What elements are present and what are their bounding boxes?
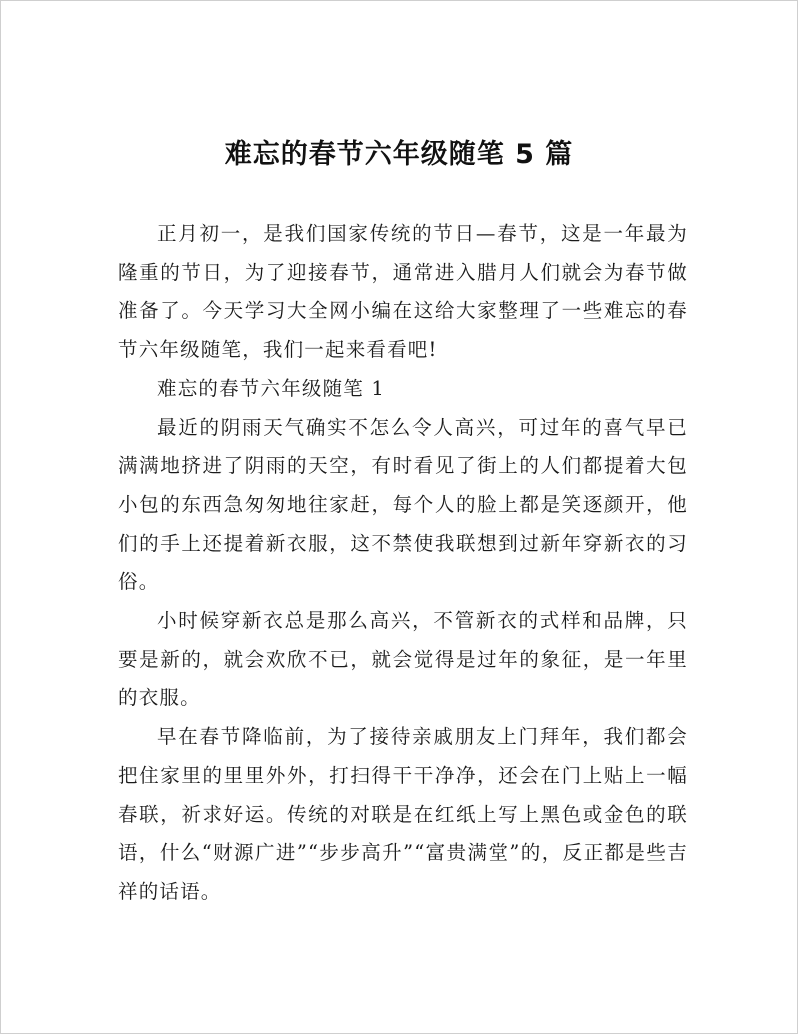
body-paragraph-3: 早在春节降临前，为了接待亲戚朋友上门拜年，我们都会把住家里的里里外外，打扫得干干净净，还会在门上贴上一幅春联，祈求好运。传统的对联是在红纸上写上黑色或金色的联语，什么“财源广进”“步步高升”“富贵满堂”的，反正都是些吉祥的话语。: [118, 725, 688, 903]
document-title: 难忘的春节六年级随笔 5 篇: [224, 139, 574, 170]
body-paragraph-2: 小时候穿新衣总是那么高兴，不管新衣的式样和品牌，只要是新的，就会欢欣不已，就会觉得是过年的象征，是一年里的衣服。: [118, 609, 688, 710]
section-heading-1: 难忘的春节六年级随笔 1: [157, 376, 386, 400]
body-paragraph-1: 最近的阴雨天气确实不怎么令人高兴，可过年的喜气早已满满地挤进了阴雨的天空，有时看见了街上的人们都提着大包小包的东西急匆匆地往家赶，每个人的脸上都是笑逐颜开，他们的手上还提着新衣服，这不禁使我联想到过新年穿新衣的习俗。: [118, 415, 688, 594]
intro-paragraph: 正月初一，是我们国家传统的节日—春节，这是一年最为隆重的节日，为了迎接春节，通常进入腊月人们就会为春节做准备了。今天学习大全网小编在这给大家整理了一些难忘的春节六年级随笔，我们一起来看看吧!: [118, 222, 688, 362]
document-body: [118, 215, 688, 912]
